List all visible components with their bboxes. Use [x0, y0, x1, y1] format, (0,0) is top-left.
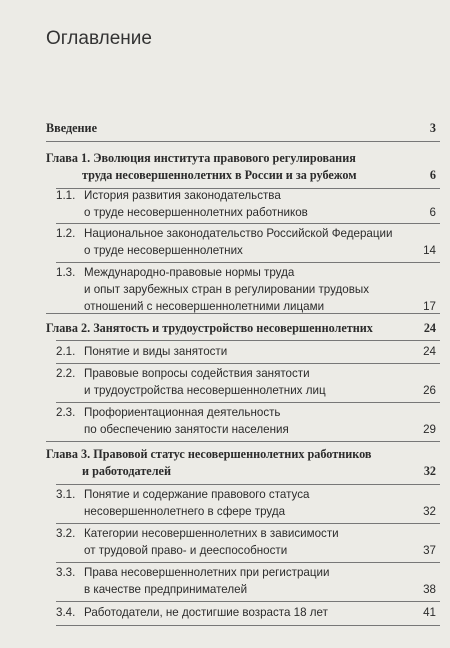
entry-line: Работодатели, не достигшие возраста 18 лет	[84, 606, 328, 619]
divider	[56, 340, 440, 341]
divider	[56, 523, 440, 524]
section-number: 1.2.	[56, 227, 76, 240]
divider	[56, 625, 440, 626]
entry-line: по обеспечению занятости населения	[84, 423, 289, 436]
toc-entry-section-1-2	[56, 225, 440, 259]
section-number: 3.3.	[56, 566, 76, 579]
toc-entry-section-2-3	[56, 404, 440, 438]
divider	[56, 402, 440, 403]
toc-entry-chapter-3	[46, 446, 440, 480]
entry-line: Глава 2. Занятость и трудоустройство несовершеннолетних	[46, 321, 373, 335]
page-number: 38	[423, 583, 436, 596]
entry-line: Правовые вопросы содействия занятости	[84, 367, 310, 380]
toc-entry-section-3-3	[56, 564, 440, 598]
section-number: 3.4.	[56, 606, 76, 619]
entry-line: История развития законодательства	[84, 189, 281, 202]
entry-line: Права несовершеннолетних при регистрации	[84, 566, 330, 579]
toc-entry-section-3-2	[56, 525, 440, 559]
entry-line: Глава 1. Эволюция института правового регулирования	[46, 151, 356, 165]
divider	[56, 601, 440, 602]
toc-entry-chapter-1	[46, 150, 440, 184]
page-number: 6	[429, 206, 436, 219]
divider	[56, 484, 440, 485]
divider	[46, 441, 440, 442]
entry-line: о труде несовершеннолетних работников	[84, 206, 308, 219]
page-number: 32	[423, 505, 436, 518]
entry-line: Глава 3. Правовой статус несовершеннолетних работников	[46, 447, 372, 461]
entry-line: Категории несовершеннолетних в зависимости	[84, 527, 339, 540]
toc-entry-introduction	[46, 120, 440, 137]
page-number: 26	[423, 384, 436, 397]
page-number: 6	[429, 168, 436, 182]
entry-line: в качестве предпринимателей	[84, 583, 248, 596]
page-number: 29	[423, 423, 436, 436]
toc-entry-section-3-1	[56, 486, 440, 520]
page-number: 37	[423, 544, 436, 557]
divider	[56, 262, 440, 263]
entry-line: и работодателей	[82, 464, 171, 478]
toc-entry-section-1-3	[56, 264, 440, 315]
divider	[56, 562, 440, 563]
entry-line: Национальное законодательство Российской Федерации	[84, 227, 393, 240]
toc-entry-section-2-1	[56, 343, 440, 360]
entry-line: Международно-правовые нормы труда	[84, 266, 295, 279]
entry-line: о труде несовершеннолетних	[84, 244, 243, 257]
page-number: 17	[423, 300, 436, 313]
page-number: 3	[429, 121, 436, 135]
page-number: 14	[423, 244, 436, 257]
page-number: 24	[423, 321, 436, 335]
entry-line: от трудовой право- и дееспособности	[84, 544, 288, 557]
section-number: 2.1.	[56, 345, 76, 358]
section-number: 3.2.	[56, 527, 76, 540]
toc-entry-section-1-1	[56, 187, 440, 221]
toc-entry-chapter-2	[46, 320, 440, 337]
section-number: 2.2.	[56, 367, 76, 380]
entry-line: Понятие и содержание правового статуса	[84, 488, 310, 501]
section-number: 1.3.	[56, 266, 76, 279]
entry-line: Понятие и виды занятости	[84, 345, 228, 358]
entry-line: и трудоустройства несовершеннолетних лиц	[84, 384, 326, 397]
page-number: 41	[423, 606, 436, 619]
page-number: 32	[423, 464, 436, 478]
divider	[56, 363, 440, 364]
toc-entry-section-3-4	[56, 604, 440, 621]
divider	[46, 141, 440, 142]
entry-line: и опыт зарубежных стран в регулировании трудовых	[84, 283, 370, 296]
section-number: 3.1.	[56, 488, 76, 501]
entry-line: Профориентационная деятельность	[84, 406, 281, 419]
entry-line: отношений с несовершеннолетними лицами	[84, 300, 325, 313]
toc-entry-section-2-2	[56, 365, 440, 399]
page-number: 24	[423, 345, 436, 358]
section-number: 2.3.	[56, 406, 76, 419]
entry-line: несовершеннолетнего в сфере труда	[84, 505, 286, 518]
entry-line: труда несовершеннолетних в России и за рубежом	[82, 168, 357, 182]
divider	[46, 313, 440, 314]
section-number: 1.1.	[56, 189, 76, 202]
divider	[56, 223, 440, 224]
entry-line: Введение	[46, 121, 97, 135]
toc-title: Оглавление	[46, 28, 152, 49]
